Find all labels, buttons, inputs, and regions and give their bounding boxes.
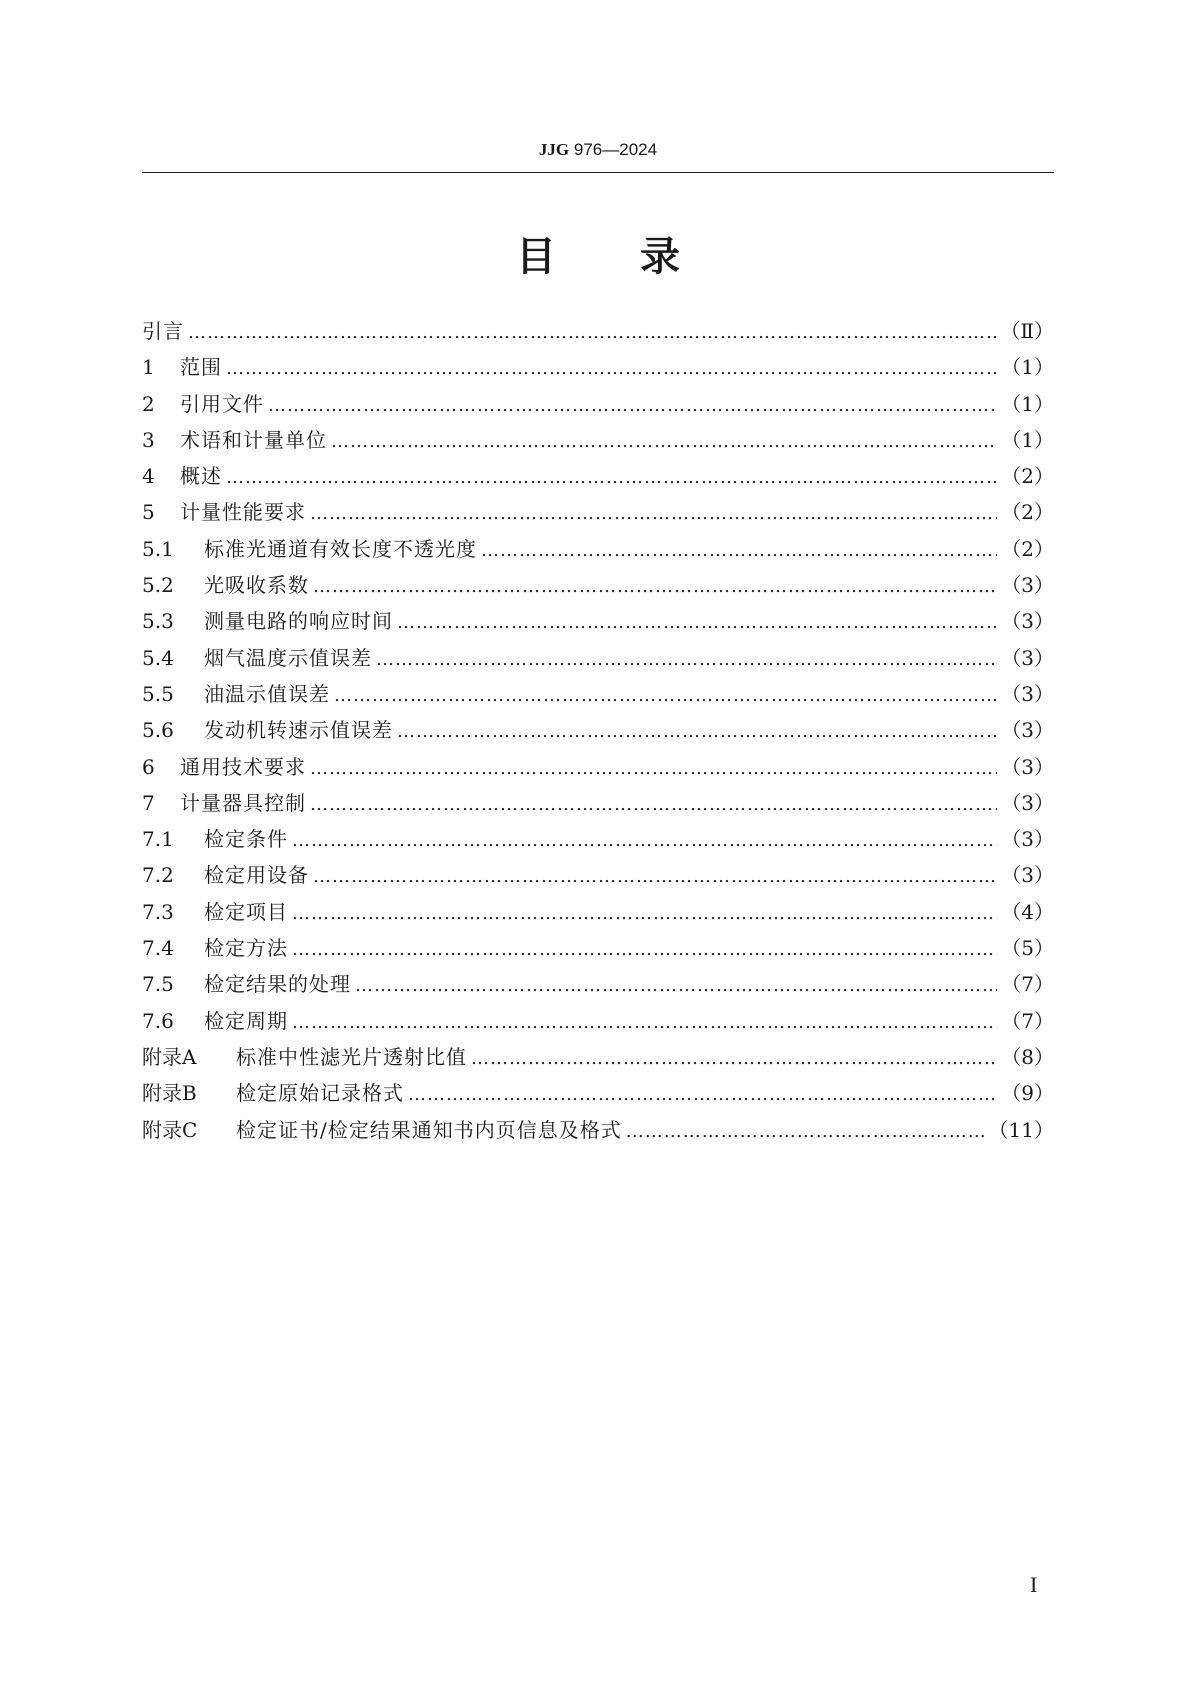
toc-entry[interactable] (142, 458, 1054, 494)
toc-leader-dots (626, 1114, 985, 1150)
toc-entry-page: （3） (1001, 863, 1054, 888)
toc-entry[interactable] (142, 386, 1054, 422)
title-char-1: 目 (516, 234, 556, 280)
toc-entry[interactable] (142, 494, 1054, 530)
toc-entry[interactable] (142, 603, 1054, 639)
toc-leader-dots (292, 896, 997, 932)
toc-entry-title: 通用技术要求 (180, 754, 306, 779)
toc-entry[interactable] (142, 1003, 1054, 1039)
toc-entry-number: 5.6 (142, 718, 174, 743)
standard-number: 976—2024 (573, 140, 658, 159)
toc-leader-dots (226, 351, 997, 387)
toc-entry-page: （7） (1001, 972, 1054, 997)
toc-entry-page: （1） (1001, 391, 1054, 416)
toc-entry-page: （2） (1001, 500, 1054, 525)
toc-entry-page: （3） (1001, 790, 1054, 815)
toc-entry[interactable] (142, 1039, 1054, 1075)
toc-entry[interactable] (142, 894, 1054, 930)
toc-entry-number: 7.2 (142, 863, 174, 888)
toc-entry[interactable] (142, 785, 1054, 821)
page-title (142, 225, 1054, 282)
toc-entry-title: 烟气温度示值误差 (204, 645, 372, 670)
toc-entry[interactable] (142, 1075, 1054, 1111)
toc-entry-page: （3） (1001, 827, 1054, 852)
toc-entry[interactable] (142, 349, 1054, 385)
title-char-2: 录 (640, 234, 680, 280)
toc-entry[interactable] (142, 640, 1054, 676)
toc-entry-page: （2） (1001, 536, 1054, 561)
toc-entry-title: 检定条件 (204, 827, 288, 852)
toc-leader-dots (188, 315, 996, 351)
toc-entry-title: 标准中性滤光片透射比值 (236, 1044, 467, 1069)
toc-leader-dots (376, 642, 997, 678)
toc-entry-number: 7.3 (142, 899, 174, 924)
toc-leader-dots (355, 968, 997, 1004)
toc-leader-dots (334, 678, 997, 714)
running-header (142, 140, 1054, 160)
toc-entry-page: （3） (1001, 718, 1054, 743)
toc-entry-number: 7.1 (142, 827, 174, 852)
toc-entry-page: （9） (1001, 1081, 1054, 1106)
toc-entry-title: 测量电路的响应时间 (204, 609, 393, 634)
toc-leader-dots (310, 751, 997, 787)
standard-code: JJG (538, 140, 570, 159)
toc-entry-title: 术语和计量单位 (180, 427, 327, 452)
toc-entry-number: 6 (142, 754, 155, 779)
toc-entry-page: （1） (1001, 427, 1054, 452)
toc-leader-dots (313, 569, 997, 605)
toc-entry-title: 油温示值误差 (204, 681, 330, 706)
toc-entry[interactable] (142, 313, 1054, 349)
toc-leader-dots (397, 714, 997, 750)
toc-entry-title: 检定项目 (204, 899, 288, 924)
toc-entry-title: 检定周期 (204, 1008, 288, 1033)
toc-leader-dots (268, 388, 997, 424)
toc-entry[interactable] (142, 930, 1054, 966)
toc-entry-page: （2） (1001, 464, 1054, 489)
toc-entry[interactable] (142, 531, 1054, 567)
toc-entry-page: （11） (988, 1117, 1054, 1142)
toc-entry-title: 引言 (142, 319, 184, 343)
toc-entry-page: （3） (1001, 681, 1054, 706)
toc-entry-number: 5.1 (142, 536, 174, 561)
toc-entry-number: 3 (142, 427, 155, 452)
toc-leader-dots (292, 1005, 997, 1041)
toc-entry-number: 1 (142, 355, 155, 380)
toc-entry-page: （7） (1001, 1008, 1054, 1033)
toc-entry-title: 概述 (180, 464, 222, 489)
toc-leader-dots (292, 932, 997, 968)
toc-entry-number: 附录A (142, 1044, 197, 1069)
toc-entry-number: 5.3 (142, 609, 174, 634)
toc-entry-title: 引用文件 (180, 391, 264, 416)
toc-entry-page: （3） (1001, 645, 1054, 670)
toc-entry-number: 2 (142, 391, 155, 416)
toc-entry[interactable] (142, 1112, 1054, 1148)
toc-entry[interactable] (142, 422, 1054, 458)
toc-leader-dots (331, 424, 997, 460)
toc-leader-dots (408, 1077, 997, 1113)
toc-entry-number: 5.5 (142, 681, 174, 706)
toc-entry-title: 检定结果的处理 (204, 972, 351, 997)
toc-entry-number: 附录C (142, 1117, 198, 1142)
toc-entry-title: 计量器具控制 (180, 790, 306, 815)
toc-entry-page: （3） (1001, 609, 1054, 634)
toc-entry-title: 检定用设备 (204, 863, 309, 888)
toc-entry[interactable] (142, 857, 1054, 893)
toc-entry-title: 计量性能要求 (180, 500, 306, 525)
toc-entry-number: 7.6 (142, 1008, 174, 1033)
toc-entry-page: （5） (1001, 936, 1054, 961)
toc-leader-dots (481, 533, 997, 569)
toc-leader-dots (313, 859, 997, 895)
toc-entry-number: 5 (142, 500, 155, 525)
toc-entry-title: 检定方法 (204, 936, 288, 961)
toc-entry-title: 检定证书/检定结果通知书内页信息及格式 (236, 1117, 622, 1142)
toc-entry-page: （1） (1001, 355, 1054, 380)
table-of-contents (142, 313, 1054, 1148)
toc-entry-title: 范围 (180, 355, 222, 380)
toc-entry[interactable] (142, 821, 1054, 857)
toc-entry-number: 4 (142, 464, 155, 489)
toc-entry-page: （3） (1001, 573, 1054, 598)
toc-entry[interactable] (142, 567, 1054, 603)
toc-leader-dots (397, 605, 997, 641)
toc-entry-page: （8） (1001, 1044, 1054, 1069)
toc-entry[interactable] (142, 712, 1054, 748)
toc-leader-dots (226, 460, 997, 496)
toc-entry[interactable] (142, 966, 1054, 1002)
toc-entry[interactable] (142, 749, 1054, 785)
toc-entry-number: 5.2 (142, 573, 174, 598)
toc-entry[interactable] (142, 676, 1054, 712)
toc-entry-page: （Ⅱ） (1000, 319, 1054, 343)
toc-leader-dots (292, 823, 997, 859)
toc-leader-dots (471, 1041, 997, 1077)
toc-leader-dots (310, 787, 997, 823)
toc-entry-number: 5.4 (142, 645, 174, 670)
toc-entry-number: 7.5 (142, 972, 174, 997)
toc-entry-number: 7.4 (142, 936, 174, 961)
toc-entry-page: （3） (1001, 754, 1054, 779)
toc-entry-title: 发动机转速示值误差 (204, 718, 393, 743)
toc-entry-number: 附录B (142, 1081, 197, 1106)
toc-entry-title: 检定原始记录格式 (236, 1081, 404, 1106)
toc-entry-title: 标准光通道有效长度不透光度 (204, 536, 477, 561)
toc-leader-dots (310, 496, 997, 532)
toc-entry-page: （4） (1001, 899, 1054, 924)
toc-entry-title: 光吸收系数 (204, 573, 309, 598)
page-number: I (1030, 1572, 1038, 1597)
header-rule (142, 172, 1054, 173)
toc-entry-number: 7 (142, 790, 155, 815)
